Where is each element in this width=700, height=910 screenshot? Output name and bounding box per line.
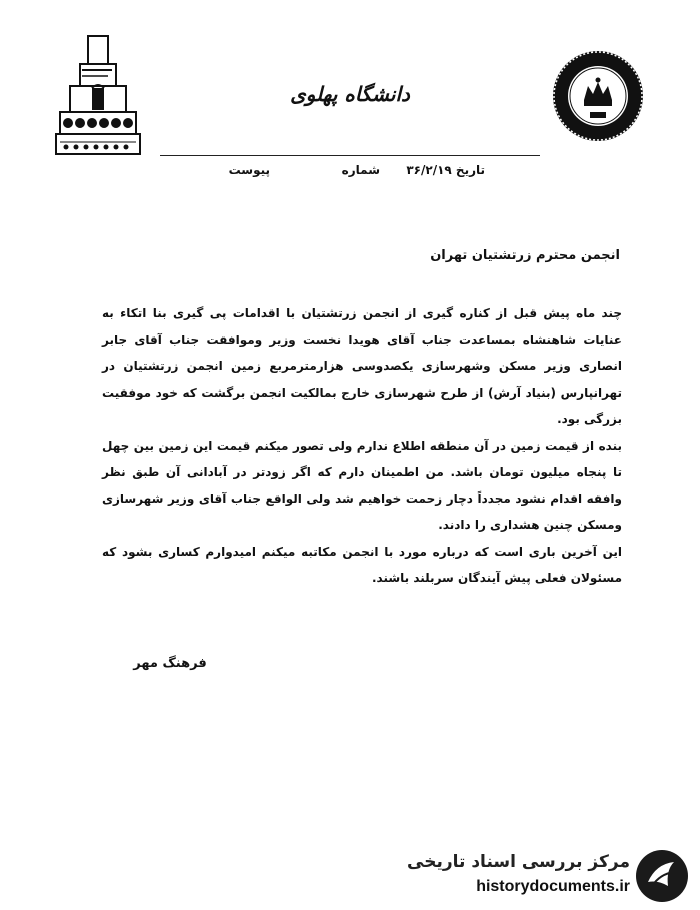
attachment-label: پیوست [228,163,270,177]
body-paragraph: این آخرین باری است که درباره مورد با انجمن مکاتبه میکنم امیدوارم کساری بشود که مسئولان فعلی پیش آیندگان سربلند باشند. [102,544,622,585]
university-tower-logo [52,34,144,158]
signature: فرهنگ مهر [133,656,207,671]
letter-body [102,300,622,592]
letter-greeting: انجمن محترم زرتشتیان تهران [430,248,620,263]
watermark-url[interactable]: historydocuments.ir [476,878,630,895]
date-label: تاریخ [455,163,485,177]
header-divider [160,155,540,156]
date-field [390,163,485,183]
archive-logo-icon [634,848,690,904]
number-label: شماره [341,163,380,177]
date-value: ۳۶/۲/۱۹ [406,163,452,177]
watermark-title: مرکز بررسی اسناد تاریخی [407,852,630,872]
university-seal-emblem [552,50,644,142]
body-paragraph: بنده از قیمت زمین در آن منطقه اطلاع ندارم ولی تصور میکنم قیمت این زمین بین چهل تا پنجاه میلیون تومان باشد. من اطمینان دارم که اگر زودتر در آبادانی آن طبق نظر وافقه اقدام نشود مجدداً دچار زحمت خواهیم شد ولی الواقع جناب آقای وزیر شهرسازی ومسکن چنین هشداری را دادند. [102,438,622,532]
body-paragraph: چند ماه پیش قبل از کناره گیری از انجمن زرتشتیان با اقدامات پی گیری بنا اتکاء به عنایات شاهنشاه بمساعدت جناب آقای هویدا نخست وزیر وموافقت جناب آقای جابر انصاری وزیر مسکن وشهرسازی یکصدوسی هزارمترمربع زمین انجمن زرتشتیان در تهرانپارس (بنیاد آرش) از طرح شهرسازی خارج بمالکیت انجمن برگشت که خود موفقیت بزرگی بود. [102,306,622,426]
letterhead-title: دانشگاه پهلوی [290,82,410,106]
